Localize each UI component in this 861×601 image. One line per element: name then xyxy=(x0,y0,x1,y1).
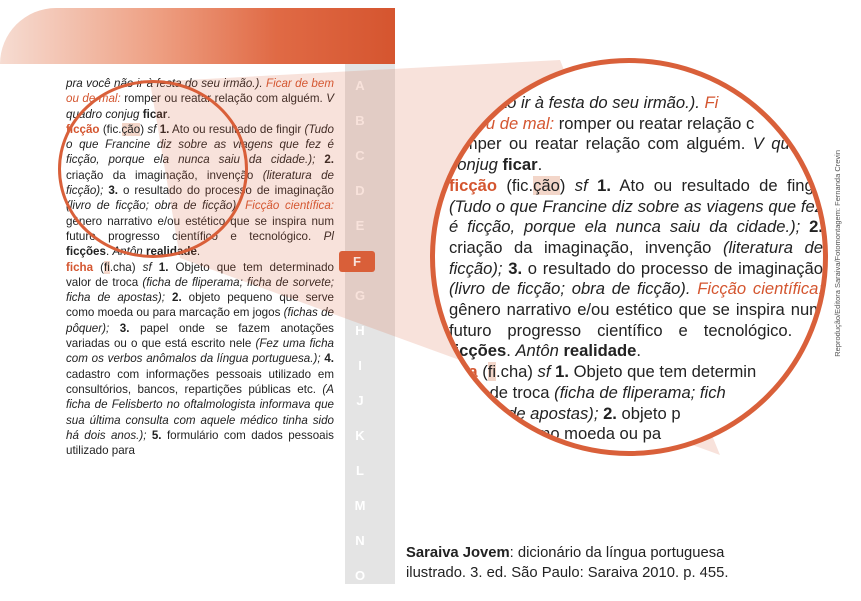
ficar-conjug: conjug xyxy=(105,107,140,121)
ficha-def-2: objeto pequeno que serve como moeda ou para marcação em jogos xyxy=(66,291,334,320)
tab-letter-m: M xyxy=(354,498,366,513)
mag-ficar-see: V quadro xyxy=(752,134,823,154)
mag-ficar-conjug: conjug xyxy=(449,155,498,175)
tab-letter-f-active: F xyxy=(339,251,375,272)
ficha-def-1: Objeto que tem determinado valor de troca xyxy=(66,260,334,289)
photo-credit xyxy=(833,150,845,380)
ficcao-phrase: Ficção científica: xyxy=(245,199,334,213)
ficha-def-5: formulário com dados pessoais utilizado para xyxy=(66,428,334,458)
mag-ficar-fragment: Fi xyxy=(704,93,719,112)
ficha-syllable-close: .cha) xyxy=(109,260,136,274)
tab-letter-l: L xyxy=(356,463,364,478)
page-header-title: ficção – ficha xyxy=(701,26,799,43)
ficcao-syllable-close: ) xyxy=(140,122,145,136)
mag-ficha-line-2 xyxy=(449,383,823,404)
ficcao-syllable-highlight: ção xyxy=(121,122,141,136)
mag-line-2 xyxy=(449,114,823,135)
ficha-example-2: (fichas de pôquer); xyxy=(66,306,335,335)
mag-entry-ficha: cha (fi.cha) sf 1. Objeto que tem determin xyxy=(449,362,757,382)
sense-number: 2. xyxy=(324,153,334,167)
mag-ficha-syllable-rest: .cha) xyxy=(496,362,533,382)
mag-ficcao-phrase: Ficção científica: xyxy=(697,279,824,299)
citation-line-1-rest: : dicionário da língua portuguesa xyxy=(509,545,725,561)
antonym-label: Antôn xyxy=(112,245,143,259)
mag-ficha-value: valor de troca xyxy=(449,382,550,402)
mag-ficcao-phrase-def: gênero narrativo e/ou estético que se inspira num futuro progresso científico e tecnológico. xyxy=(449,300,823,340)
entry-ficar-tail: pra você não ir à festa do seu irmão.). Ficar de bem ou de mal: romper ou reatar relação com alguém. V quadro conjug ficar. xyxy=(66,77,334,121)
mag-sense-number: 2. xyxy=(603,403,617,423)
mag-ficar-def-line: romper ou reatar relação com alguém. xyxy=(449,134,746,154)
mag-ficha-example-1: (ficha de fliperama; fich xyxy=(554,382,726,402)
mag-ficar-word: ficar xyxy=(502,155,538,175)
mag-plural-form: ficções xyxy=(449,341,507,361)
mag-sense-number: 3. xyxy=(508,258,523,278)
magnifier-circle xyxy=(430,58,828,456)
headword-ficha: ficha xyxy=(66,260,94,274)
citation-line-2: ilustrado. 3. ed. São Paulo: Saraiva 2010. p. 455. xyxy=(406,565,729,581)
mag-ficcao-def-3: o resultado do processo de imaginação xyxy=(527,258,823,278)
ficha-example-3: (Fez uma ficha com os verbos anômalos da língua portuguesa.); xyxy=(66,337,334,366)
mag-headword-ficha: cha xyxy=(449,362,478,382)
tab-letter-n: N xyxy=(355,533,365,548)
mag-ficha-line-4 xyxy=(449,424,823,445)
mag-sense-number: 2. xyxy=(809,217,823,237)
tab-letter-c: C xyxy=(355,148,365,163)
mag-ficcao-syllable-open: (fic. xyxy=(506,175,534,195)
mag-ficcao-syllable-close: ) xyxy=(559,175,566,195)
magnified-text xyxy=(449,93,823,445)
ficcao-def-2: criação da imaginação, invenção xyxy=(66,168,254,182)
mag-plural-label: Pl xyxy=(808,320,823,340)
ficar-word: ficar xyxy=(142,107,168,121)
mag-ficar-phrase: em ou de mal: xyxy=(449,113,555,133)
mag-ficcao-syllable-highlight: ção xyxy=(533,175,560,195)
ficha-syllable-open: ( xyxy=(100,260,105,274)
citation-line-1 xyxy=(406,543,728,563)
sense-number: 2. xyxy=(172,291,182,305)
mag-intro-example: você não ir à festa do seu irmão.). xyxy=(449,93,700,112)
ficcao-example-1: (Tudo o que Francine diz sobre as viagens que fez é ficção, porque ela nunca saiu da cidade.); xyxy=(66,122,334,167)
tab-letter-h: H xyxy=(355,323,365,338)
tab-letter-j: J xyxy=(356,393,364,408)
tab-letter-d: D xyxy=(355,183,365,198)
mag-line-1 xyxy=(449,93,823,114)
sense-number: 3. xyxy=(119,321,130,335)
ficar-definition: romper ou reatar relação com alguém. xyxy=(124,92,323,106)
photo-credit-text: Reprodução/Editora Saraiva/Fotomontagem: Fernanda Crevin xyxy=(833,150,842,357)
tab-letter-e: E xyxy=(355,218,365,233)
ficcao-def-1: Ato ou resultado de fingir xyxy=(172,122,302,136)
mag-ficcao-example-1: (Tudo o que Francine diz sobre as viagens que fez é ficção, porque ela nunca saiu da cidade.); xyxy=(449,196,823,237)
ficcao-pos: sf xyxy=(147,122,157,136)
ficcao-phrase-def: gênero narrativo e/ou estético que se inspira num futuro progresso científico e tecnológico. xyxy=(66,214,334,243)
mag-ficha-line-3 xyxy=(449,404,823,425)
tab-letter-i: I xyxy=(358,358,362,373)
mag-ficar-def: romper ou reatar relação c xyxy=(558,113,755,133)
mag-ficcao-example-3: (livro de ficção; obra de ficção). xyxy=(449,279,691,299)
mag-sense-number: 1. xyxy=(555,362,569,382)
mag-antonym-label: Antôn xyxy=(515,341,559,361)
ficar-see: V quadro xyxy=(66,92,334,121)
mag-ficcao-def-2: criação da imaginação, invenção xyxy=(449,237,712,257)
tab-letter-b: B xyxy=(355,113,365,128)
citation xyxy=(406,543,728,583)
entry-ficcao: ficção (fic.ção) sf 1. Ato ou resultado de fingir (Tudo o que Francine diz sobre as viagens que fez é ficção, porque ela nunca saiu da cidade.); 2. criação da imaginação, invenção (literatura de ficção); 3. o resultado do processo de imaginação (livro de ficção; obra de ficção). Ficção científica: gênero narrativo e/ou estético que se inspira num futuro progresso científico e tecnológico. Pl ficções. Antôn realidade. xyxy=(66,122,334,259)
mag-ficha-def-2b: como moeda ou pa xyxy=(519,424,662,444)
mag-ficcao-pos: sf xyxy=(574,175,588,195)
tab-letter-o: O xyxy=(354,568,366,583)
mag-antonym-word: realidade xyxy=(563,341,637,361)
mag-ficha-def-2: objeto p xyxy=(621,403,681,423)
intro-example: pra você não ir à festa do seu irmão.). xyxy=(66,77,263,90)
mag-ficha-syllable-highlight: fi xyxy=(487,362,497,382)
mag-ficha-def-1: Objeto que tem determin xyxy=(573,362,757,382)
headword-ficcao: ficção xyxy=(66,122,100,136)
mag-ficha-pos: sf xyxy=(537,362,551,382)
mag-ficha-example-1b: e; ficha de apostas); xyxy=(449,403,599,423)
ficha-def-4: cadastro com informações pessoais utilizado em consultórios, bancos, repartições públicas etc. xyxy=(66,367,334,396)
ficha-def-3: papel onde se fazem anotações variadas ou o que está escrito nele xyxy=(66,321,334,351)
mag-entry-ficcao: ficção (fic.ção) sf 1. Ato ou resultado de fingir (Tudo o que Francine diz sobre as viagens que fez é ficção, porque ela nunca saiu da cidade.); 2. criação da imaginação, invenção (literatura de ficção); 3. o resultado do processo de imaginação (livro de ficção; obra de ficção). Ficção científica: gênero narrativo e/ou estético que se inspira num futuro progresso científico e tecnológico. Pl ficções. Antôn realidade. xyxy=(449,175,824,361)
ficcao-example-2: (literatura de ficção); xyxy=(66,168,334,198)
mag-ficcao-def-1: Ato ou resultado de fingir xyxy=(619,175,823,195)
ficha-syllable-highlight: fi xyxy=(104,260,110,274)
ficcao-example-3: (livro de ficção; obra de ficção). xyxy=(66,199,240,213)
plural-form: ficções xyxy=(66,245,106,259)
ficha-example-1: (ficha de fliperama; ficha de sorvete; ficha de apostas); xyxy=(66,275,334,305)
tab-letter-g: G xyxy=(354,288,366,303)
ficha-example-4: (A ficha de Felisberto no oftalmologista informava que sua última consulta com aquele médico tinha sido há dois anos.); xyxy=(66,382,334,442)
sense-number: 1. xyxy=(159,122,170,136)
ficha-pos: sf xyxy=(142,260,152,274)
plural-label: Pl xyxy=(323,229,334,243)
tab-letter-a: A xyxy=(355,78,365,93)
ficar-phrase: Ficar de bem ou de mal: xyxy=(66,77,334,106)
citation-title: Saraiva Jovem xyxy=(406,545,510,561)
ficcao-syllable-open: (fic. xyxy=(102,122,122,136)
sense-number: 5. xyxy=(151,428,162,442)
mag-sense-number: 1. xyxy=(597,175,611,195)
ficcao-def-3: o resultado do processo de imaginação xyxy=(122,184,334,198)
mag-line-3: romper ou reatar relação com alguém. V quadro conjug ficar. xyxy=(449,134,823,175)
sense-number: 1. xyxy=(158,260,169,274)
sense-number: 3. xyxy=(108,184,118,198)
mag-headword-ficcao: ficção xyxy=(449,175,497,195)
tab-letter-k: K xyxy=(355,428,365,443)
sense-number: 4. xyxy=(324,352,334,366)
antonym-word: realidade xyxy=(145,245,197,259)
mag-ficcao-example-2: (literatura de ficção); xyxy=(449,237,823,278)
